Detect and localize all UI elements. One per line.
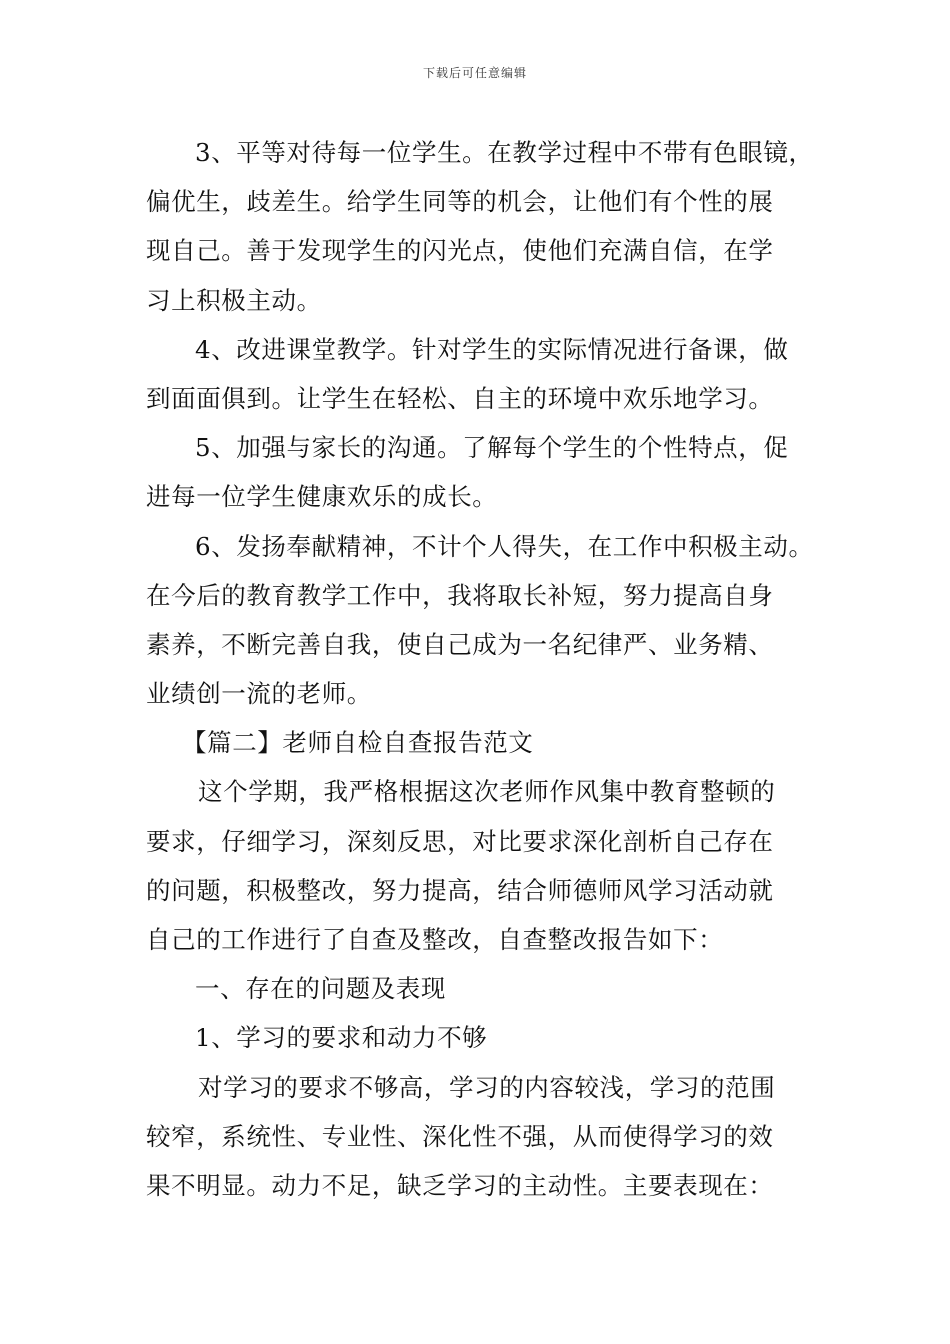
page-header: 下载后可任意编辑 <box>422 66 527 80</box>
section-heading: 【篇二】老师自检自查报告范文 <box>182 728 534 758</box>
paragraph-line: 果不明显。动力不足，缺乏学习的主动性。主要表现在： <box>146 1170 774 1200</box>
paragraph-line: 习上积极主动。 <box>146 285 322 315</box>
document-body <box>146 128 826 1210</box>
paragraph-line: 6、发扬奉献精神，不计个人得失，在工作中积极主动。 <box>195 531 814 561</box>
paragraph-line: 现自己。善于发现学生的闪光点，使他们充满自信，在学 <box>146 236 774 266</box>
paragraph-line: 这个学期，我严格根据这次老师作风集中教育整顿的 <box>198 777 776 807</box>
paragraph-line: 较窄，系统性、专业性、深化性不强，从而使得学习的效 <box>146 1121 774 1151</box>
paragraph-line: 5、加强与家长的沟通。了解每个学生的个性特点，促 <box>195 433 789 463</box>
list-item-heading: 1、学习的要求和动力不够 <box>195 1023 488 1053</box>
paragraph-line: 进每一位学生健康欢乐的成长。 <box>146 482 498 512</box>
paragraph-line: 业绩创一流的老师。 <box>146 679 372 709</box>
paragraph-line: 3、平等对待每一位学生。在教学过程中不带有色眼镜， <box>195 138 814 167</box>
paragraph-line: 素养，不断完善自我，使自己成为一名纪律严、业务精、 <box>146 629 774 659</box>
paragraph-line: 到面面俱到。让学生在轻松、自主的环境中欢乐地学习。 <box>146 383 774 413</box>
paragraph-line: 的问题，积极整改，努力提高，结合师德师风学习活动就 <box>146 875 774 905</box>
subsection-heading: 一、存在的问题及表现 <box>195 974 446 1004</box>
paragraph-line: 要求，仔细学习，深刻反思，对比要求深化剖析自己存在 <box>146 826 774 856</box>
paragraph-line: 偏优生，歧差生。给学生同等的机会，让他们有个性的展 <box>146 187 774 217</box>
paragraph-line: 自己的工作进行了自查及整改，自查整改报告如下： <box>146 925 724 954</box>
paragraph-line: 4、改进课堂教学。针对学生的实际情况进行备课，做 <box>195 334 789 364</box>
paragraph-line: 在今后的教育教学工作中，我将取长补短，努力提高自身 <box>146 580 774 610</box>
paragraph-line: 对学习的要求不够高，学习的内容较浅，学习的范围 <box>198 1072 776 1102</box>
